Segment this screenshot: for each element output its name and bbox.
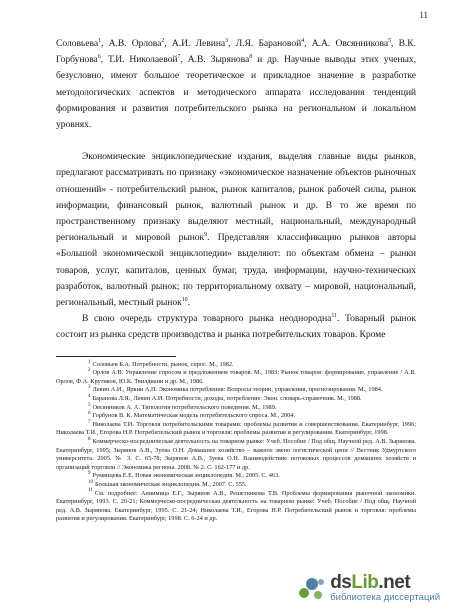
footnote-ref[interactable]: 10 — [181, 296, 188, 303]
paragraph-text: . Представляя классификацию рынков авторы «Большой экономической энциклопедии» выделяют: по объектам обмена – рынки товаров, услуг, капиталов, ценных бумаг, труда, информации, научно-технических разработок, валютный рынок; по территориальному охвату – мировой, национальный, региональный, местный рынок — [56, 232, 416, 309]
footnote-ref[interactable]: 3 — [225, 37, 229, 44]
footnote-text: Горбунов В. К. Математическая модель потребительского спроса. М., 2004. — [92, 412, 296, 420]
paragraph-text: и др. Научные выводы этих ученых, безусловно, имеют большое теоретическое и прикладное значение в разработке методологических аспектов и методического аппарата исследования тенденций формирования и развития потребительского рынка на региональном и локальном уровнях. — [56, 54, 417, 131]
brand-suffix: .net — [378, 572, 411, 594]
watermark-tagline: библиотека диссертаций — [330, 592, 440, 604]
paragraph-text: . Товарный рынок состоит из рынка средств производства и рынка потребительских товаров. Кроме — [56, 313, 416, 341]
footnote-number: 1 — [88, 359, 91, 365]
footnote-divider — [56, 356, 176, 357]
footnote-number: 11 — [88, 488, 93, 494]
footnote-ref[interactable]: 9 — [204, 232, 208, 239]
page-content — [56, 36, 416, 524]
footnote-ref[interactable]: 4 — [301, 37, 305, 44]
footnote-item — [56, 438, 416, 472]
footnotes — [56, 361, 416, 524]
paragraph-text: . — [187, 297, 190, 309]
footnote-item — [56, 361, 416, 370]
footnote-ref[interactable]: 1 — [98, 37, 101, 44]
footnote-text: Овсянников А. А. Типология потребительского поведения. М., 1989. — [92, 403, 277, 411]
footnote-number: 7 — [88, 419, 91, 425]
page-number: 11 — [419, 10, 428, 20]
paragraph-text: , А.И. Левина — [164, 38, 226, 49]
footnote-item — [56, 404, 416, 413]
footnote-text: Орлов А.В. Управление спросом и предложением товаров. М., 1983; Рынок товаров: формирование, управление / А.В. Орлов, Ф.А. Крутиков, Ю.К. Твилдиани и др. М., 1986. — [56, 369, 416, 385]
footnote-ref[interactable]: 8 — [249, 54, 253, 61]
footnote-ref[interactable]: 6 — [97, 54, 101, 61]
footnote-item — [56, 412, 416, 421]
footnote-number: 6 — [88, 411, 91, 417]
paragraph-text: , А.В. Зырянова — [180, 54, 250, 66]
paragraph-text: , А.В. Орлова — [100, 38, 162, 49]
footnote-text: Румянцева Е.Е. Новая экономическая энциклопедия. М., 2005. С. 463. — [92, 472, 280, 480]
footnote-item — [56, 386, 416, 395]
footnote-text: См. подробнее: Аниимица Е.Г., Зырянов А.В., Решетникова Т.В. Проблемы формирования рыночной экономики. Екатеринбург, 1993. С. 20-21; Коммерческо-посредническая деятельность на товарном рынке: Учеб. Пособие / Под общ. Научной ред. А.В. Зырянова. Екатеринбург, 1995. С. 21-24; Николаева Т.И., Егорова Н.Р. Потребительский рынок и торговля: проблемы развития и регулирования. Екатеринбург, 1998. С. 6-24 и др. — [56, 489, 416, 523]
footnote-item — [56, 369, 416, 386]
footnote-text: Левин А.И., Яркин А.П. Экономика потребления: Вопросы теории, управления, прогнозирования. М., 1984. — [92, 386, 383, 394]
paragraph-text: , Т.И. Николаевой — [100, 54, 178, 66]
paragraph-1 — [56, 36, 416, 133]
footnote-ref[interactable]: 2 — [161, 37, 165, 44]
footnote-item — [56, 421, 416, 438]
paragraph-text: , Л.Я. Барановой — [228, 38, 302, 49]
footnote-item — [56, 481, 416, 490]
footnote-ref[interactable]: 5 — [388, 37, 391, 44]
paragraph-text: Соловьева — [56, 38, 99, 49]
footnote-text: Соловьев Б.А. Потребности, рынок, спрос. М., 1982. — [92, 360, 234, 368]
paragraph-text: , А.А. Овсянникова — [304, 38, 389, 49]
footnote-item — [56, 472, 416, 481]
paragraph-text: В свою очередь структура товарного рынка неоднородна — [82, 313, 332, 325]
footnote-text: Большая экономическая энциклопедия. М., 2007. С. 555. — [95, 480, 247, 488]
watermark-brand — [330, 573, 440, 592]
footnote-number: 8 — [88, 436, 91, 442]
footnote-ref[interactable]: 7 — [177, 54, 181, 61]
paragraph-2 — [56, 149, 416, 311]
brand-prefix: ds — [330, 572, 352, 594]
footnote-item — [56, 395, 416, 404]
footnote-number: 2 — [88, 368, 91, 374]
footnote-ref[interactable]: 11 — [331, 313, 338, 320]
footnote-item — [56, 490, 416, 524]
footnote-number: 5 — [88, 402, 91, 408]
footnote-text: Коммерческо-посредническая деятельность на товарном рынке: Учеб. Пособие / Под общ. Научной ред. А.В. Зырянова. Екатеринбург, 1995; Зырянов А.В., Зуева О.Н. Домашнее хозяйство – важное звено логистической цепи // Вестник Удмуртского университета. 2005. № 3. С. 65-78; Зырянов А.В., Зуева О.Н. Взаимодействие потоковых процессов домашних хозяйств и организаций торговли // Экономика региона. 2008. № 2. С. 162-177 и др. — [56, 438, 416, 471]
footnote-number: 4 — [88, 393, 91, 399]
paragraph-text: Экономические энциклопедические издания, выделяя главные виды рынков, предлагают рассматривать по признаку «экономическое назначение объектов рыночных отношений» - потребительский рынок, рынок капиталов, рынок рабочей силы, рынок информации, финансовый рынок, валютный рынок и др. В то же время по пространственному признаку выделяют местный, национальный, международный региональный и мировой рынок — [56, 151, 416, 244]
footnote-number: 9 — [88, 471, 91, 477]
paragraph-3 — [56, 311, 416, 343]
paragraph-text: , В.К. Горбунова — [56, 38, 416, 66]
footnote-number: 3 — [88, 385, 91, 391]
brand-lib: Lib — [351, 572, 379, 594]
dslib-logo-icon — [296, 573, 326, 603]
dslib-watermark[interactable] — [296, 573, 440, 603]
footnote-number: 10 — [88, 479, 93, 485]
watermark-text — [330, 573, 440, 603]
footnote-text: Николаева Т.И. Торговля потребительскими товарами: проблемы развития и совершенствования. Екатеринбург, 1996; Николаева Т.И., Егорова Н.Р. Потребительский рынок и торговля: проблемы развития и регулирования. Екатеринбург, 1998. — [56, 420, 416, 437]
footnote-text: Баранова Л.Я., Левин А.И. Потребности, доходы, потребление: Экон. словарь-справочник. М., 1988. — [92, 395, 362, 403]
